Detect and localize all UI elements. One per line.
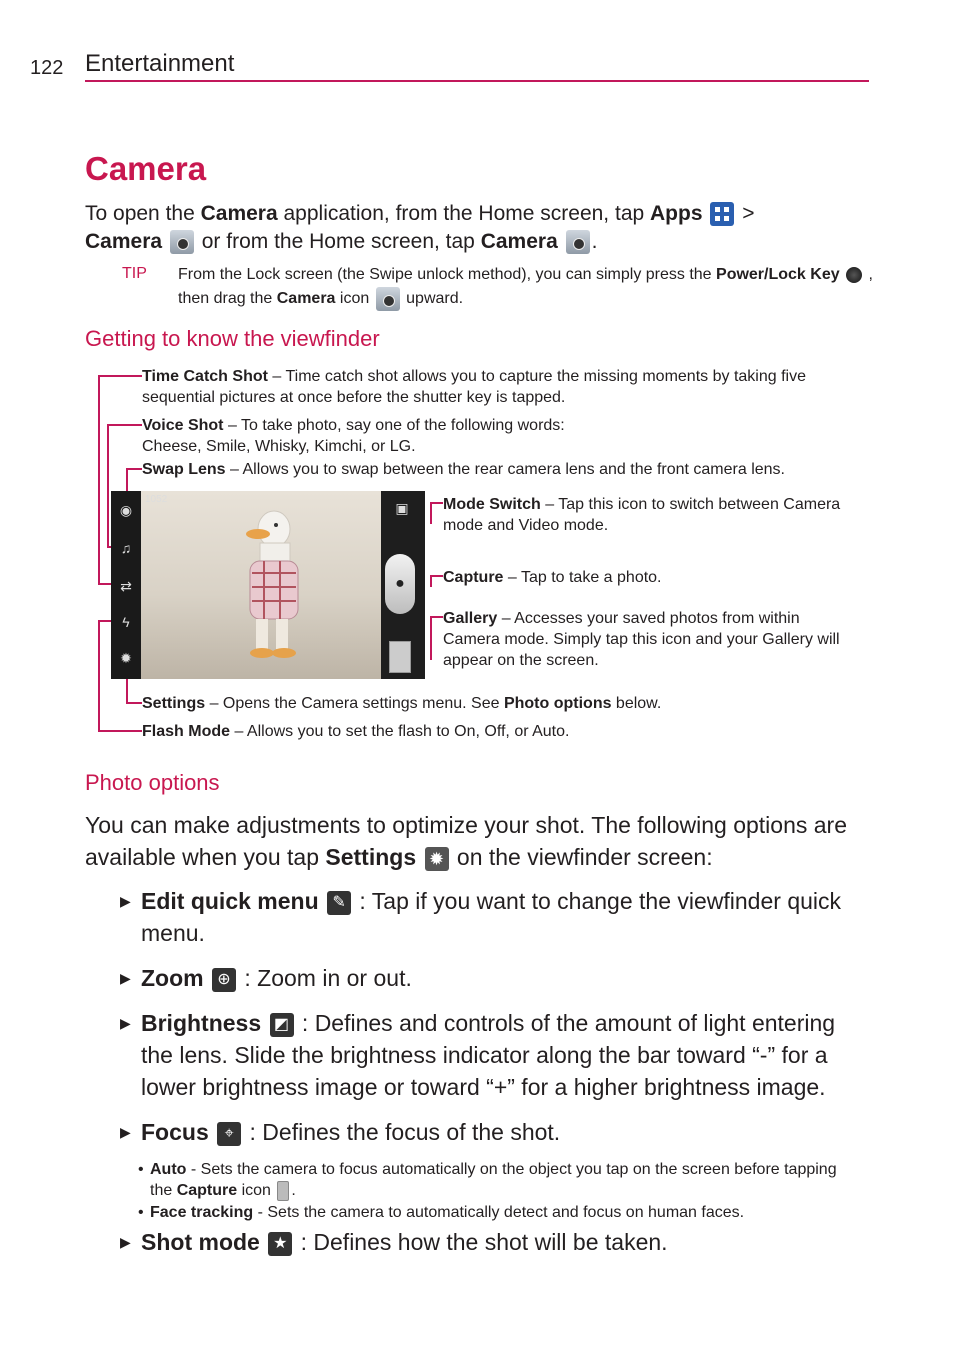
power-key-icon xyxy=(846,267,862,283)
sub-option-text: - Sets the camera to automatically detect and focus on human faces. xyxy=(253,1204,745,1221)
bullet-dot: • xyxy=(138,1161,144,1178)
option-text: : Zoom in or out. xyxy=(238,965,412,991)
callout-line xyxy=(98,730,142,732)
annotation-mode-switch xyxy=(443,494,843,536)
camera-term: Camera xyxy=(85,230,163,253)
intro-text: To open the xyxy=(85,202,201,225)
bullet-arrow-icon: ▶ xyxy=(120,1015,131,1031)
focus-option-face-tracking xyxy=(138,1202,858,1223)
annotation-text: – Tap this icon to switch between Camera mode and Video mode. xyxy=(443,496,841,534)
intro-text: or from the Home screen, tap xyxy=(195,230,481,253)
sub-option-text: icon xyxy=(237,1182,276,1199)
annotation-label: Voice Shot xyxy=(142,417,224,434)
callout-line xyxy=(98,375,100,584)
annotation-text: – Tap to take a photo. xyxy=(503,569,662,586)
option-label: Shot mode xyxy=(141,1229,260,1255)
viewfinder-left-bar xyxy=(111,491,141,679)
annotation-text: – Allows you to set the flash to On, Off, or Auto. xyxy=(230,723,570,740)
bullet-arrow-icon: ▶ xyxy=(120,1234,131,1250)
option-text: : Defines how the shot will be taken. xyxy=(294,1229,668,1255)
annotation-text: – Accesses your saved photos from within Camera mode. Simply tap this icon and your Gallery will appear on the screen. xyxy=(443,610,840,669)
tip-segment: icon xyxy=(335,290,374,308)
bullet-dot: • xyxy=(138,1204,144,1221)
duck-toy-image xyxy=(236,501,306,666)
annotation-label: Settings xyxy=(142,695,206,712)
annotation-label: Capture xyxy=(443,569,504,586)
option-label: Brightness xyxy=(141,1010,262,1036)
photo-options-heading: Photo options xyxy=(85,770,220,795)
intro-text: application, from the Home screen, tap xyxy=(277,202,651,225)
status-counter: 1052 xyxy=(145,494,168,505)
settings-gear-icon: ✹ xyxy=(425,847,449,871)
callout-line xyxy=(98,620,100,732)
camera-term: Camera xyxy=(276,290,336,308)
intro-text: . xyxy=(591,230,598,253)
annotation-text: – Time catch shot allows you to capture the missing moments by taking five sequential pictures at once before the shutter key is tapped. xyxy=(142,368,806,406)
tip-segment: upward. xyxy=(401,290,464,308)
annotation-label: Time Catch Shot xyxy=(142,368,268,385)
callout-line xyxy=(98,375,142,377)
option-label: Edit quick menu xyxy=(141,888,319,914)
paragraph-text: You can make adjustments to optimize your shot. The following options are available when you tap xyxy=(85,812,847,870)
viewfinder-screenshot xyxy=(111,491,425,679)
option-label: Focus xyxy=(141,1119,209,1145)
viewfinder-status-bar xyxy=(141,493,397,507)
photo-options-intro xyxy=(85,809,875,873)
settings-term: Settings xyxy=(325,844,417,870)
paragraph-text: on the viewfinder screen: xyxy=(450,844,713,870)
flash-mode-icon[interactable]: ϟ xyxy=(122,614,130,630)
sub-option-text: - Sets the camera to focus automatically on the object you tap on the screen before tapping the xyxy=(150,1161,837,1199)
sub-option-text: . xyxy=(291,1182,296,1199)
camera-app-icon xyxy=(170,230,194,254)
annotation-settings xyxy=(142,693,842,714)
page-title: Camera xyxy=(85,150,207,187)
gallery-thumbnail[interactable] xyxy=(389,641,411,673)
power-lock-key-term: Power/Lock Key xyxy=(716,266,840,283)
sub-option-label: Face tracking xyxy=(150,1204,254,1221)
callout-line xyxy=(430,616,443,618)
tip-segment: , then drag the xyxy=(178,266,873,308)
annotation-swap-lens xyxy=(142,459,872,480)
annotation-text: Cheese, Smile, Whisky, Kimchi, or LG. xyxy=(142,438,416,455)
voice-shot-icon[interactable]: ♫ xyxy=(120,540,132,556)
capture-icon xyxy=(277,1181,289,1201)
tip-segment: From the Lock screen (the Swipe unlock method), you can simply press the xyxy=(178,266,717,283)
focus-icon: ⌖ xyxy=(217,1122,241,1146)
mode-switch-icon[interactable]: ▣ xyxy=(395,500,409,516)
annotation-label: Flash Mode xyxy=(142,723,231,740)
annotation-capture xyxy=(443,567,843,588)
photo-options-reference: Photo options xyxy=(503,695,612,712)
tip-label: TIP xyxy=(122,265,147,282)
annotation-label: Mode Switch xyxy=(443,496,541,513)
option-shot-mode xyxy=(120,1226,860,1258)
camera-app-icon xyxy=(566,230,590,254)
annotation-text: – To take photo, say one of the following words: xyxy=(223,417,565,434)
annotation-text: – Opens the Camera settings menu. See xyxy=(205,695,504,712)
annotation-gallery xyxy=(443,608,853,671)
bullet-arrow-icon: ▶ xyxy=(120,970,131,986)
section-title: Entertainment xyxy=(85,50,235,77)
focus-option-auto xyxy=(138,1159,858,1201)
viewfinder-preview xyxy=(141,491,397,679)
swap-lens-icon[interactable]: ⇄ xyxy=(120,578,132,594)
apps-term: Apps xyxy=(650,202,703,225)
camera-term: Camera xyxy=(480,230,558,253)
annotation-label: Swap Lens xyxy=(142,461,226,478)
tip-text xyxy=(178,263,873,311)
time-catch-shot-icon[interactable]: ◉ xyxy=(119,502,133,518)
option-label: Zoom xyxy=(141,965,204,991)
viewfinder-heading: Getting to know the viewfinder xyxy=(85,326,380,351)
annotation-time-catch xyxy=(142,366,862,408)
annotation-voice-shot xyxy=(142,415,862,457)
capture-button[interactable]: ● xyxy=(385,554,415,614)
option-text: : Defines the focus of the shot. xyxy=(243,1119,561,1145)
option-zoom xyxy=(120,962,860,994)
zoom-icon: ⊕ xyxy=(212,968,236,992)
bullet-arrow-icon: ▶ xyxy=(120,1124,131,1140)
callout-line xyxy=(107,424,142,426)
option-text: : Tap if you want to change the viewfinder quick menu. xyxy=(141,888,842,946)
callout-line xyxy=(430,575,443,577)
apps-icon xyxy=(710,202,734,226)
annotation-text: – Allows you to swap between the rear camera lens and the front camera lens. xyxy=(225,461,785,478)
page-number: 122 xyxy=(30,57,64,79)
shot-mode-icon: ★ xyxy=(268,1232,292,1256)
intro-paragraph xyxy=(85,200,875,256)
camera-app-icon xyxy=(376,287,400,311)
capture-term: Capture xyxy=(176,1182,238,1199)
sub-option-label: Auto xyxy=(150,1161,187,1178)
callout-line xyxy=(430,616,432,660)
callout-line xyxy=(430,502,432,524)
bullet-arrow-icon: ▶ xyxy=(120,893,131,909)
intro-text: > xyxy=(736,202,755,225)
edit-quick-menu-icon: ✎ xyxy=(327,891,351,915)
header-rule xyxy=(85,80,869,82)
option-focus xyxy=(120,1116,860,1148)
annotation-label: Gallery xyxy=(443,610,498,627)
settings-gear-icon[interactable]: ✹ xyxy=(120,650,132,666)
annotation-flash-mode xyxy=(142,721,842,742)
callout-line xyxy=(126,468,142,470)
option-brightness xyxy=(120,1007,860,1103)
callout-line xyxy=(430,502,443,504)
annotation-text: below. xyxy=(611,695,662,712)
option-edit-quick-menu xyxy=(120,885,860,949)
callout-line xyxy=(126,702,142,704)
camera-term: Camera xyxy=(200,202,278,225)
option-text: : Defines and controls of the amount of light entering the lens. Slide the brightness indicator along the bar toward “-” for a lower brightness image or toward “+” for a higher brightness image. xyxy=(141,1010,836,1100)
brightness-icon: ◩ xyxy=(270,1013,294,1037)
callout-line xyxy=(107,424,109,547)
